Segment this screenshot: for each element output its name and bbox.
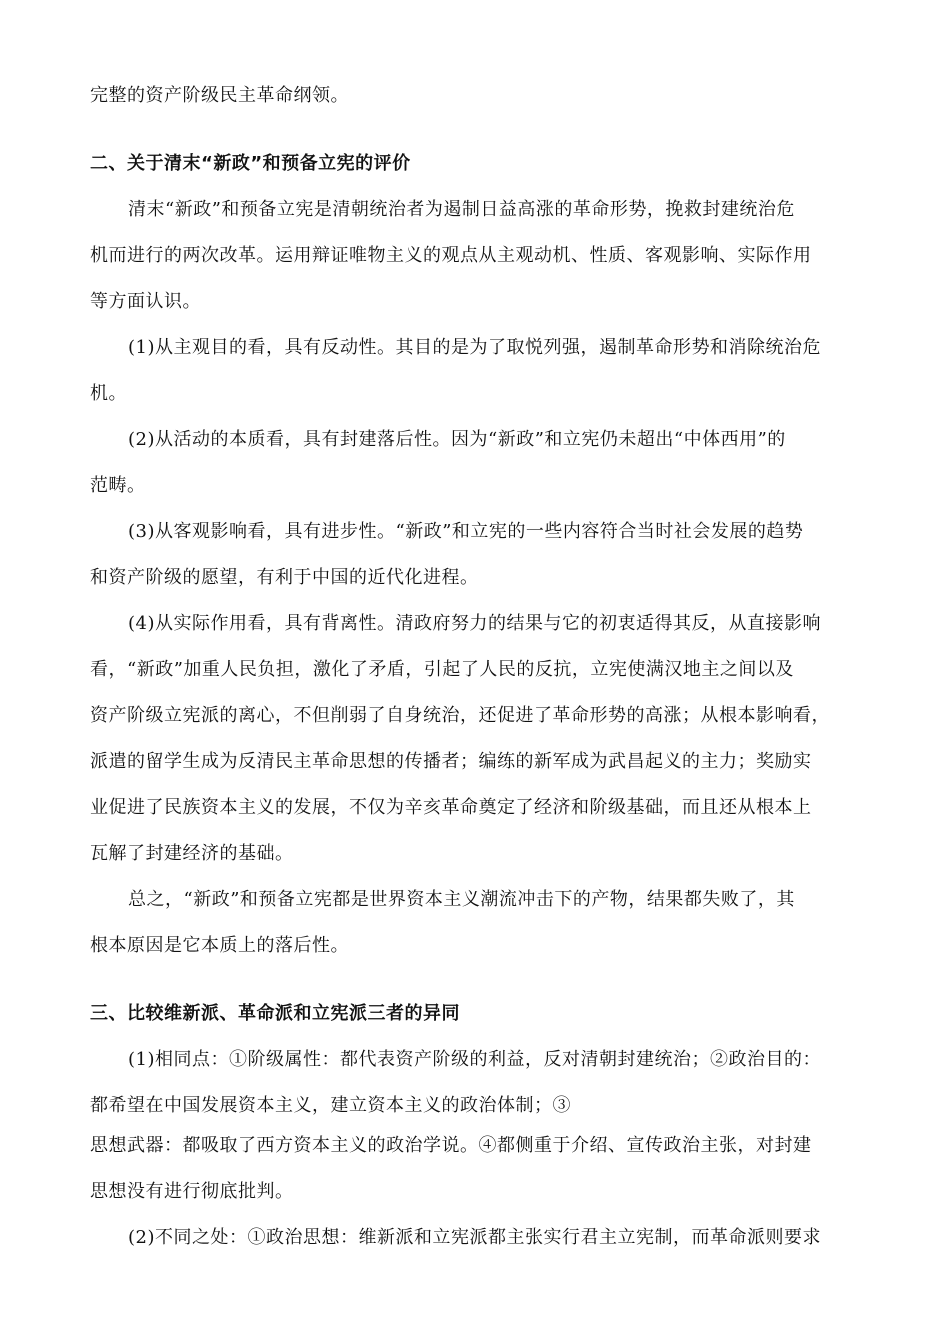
- section-heading-2: 二、关于清末“新政”和预备立宪的评价: [90, 153, 411, 174]
- paragraph-line: 都希望在中国发展资本主义，建立资本主义的政治体制；③: [90, 1095, 571, 1116]
- paragraph-line: 看，“新政”加重人民负担，激化了矛盾，引起了人民的反抗，立宪使满汉地主之间以及: [90, 659, 794, 680]
- paragraph-line: (1)相同点：①阶级属性：都代表资产阶级的利益，反对清朝封建统治；②政治目的：: [128, 1049, 821, 1070]
- paragraph-line: (2)从活动的本质看，具有封建落后性。因为“新政”和立宪仍未超出“中体西用”的: [128, 429, 786, 450]
- paragraph-line: 机而进行的两次改革。运用辩证唯物主义的观点从主观动机、性质、客观影响、实际作用: [90, 245, 812, 266]
- paragraph-line: (1)从主观目的看，具有反动性。其目的是为了取悦列强，遏制革命形势和消除统治危: [128, 337, 821, 358]
- paragraph-line: 思想武器：都吸取了西方资本主义的政治学说。④都侧重于介绍、宣传政治主张，对封建: [90, 1135, 812, 1156]
- paragraph-line: 总之，“新政”和预备立宪都是世界资本主义潮流冲击下的产物，结果都失败了，其: [128, 889, 795, 910]
- section-heading-3: 三、比较维新派、革命派和立宪派三者的异同: [90, 1003, 460, 1024]
- paragraph-line: (3)从客观影响看，具有进步性。“新政”和立宪的一些内容符合当时社会发展的趋势: [128, 521, 804, 542]
- paragraph-line: 和资产阶级的愿望，有利于中国的近代化进程。: [90, 567, 479, 588]
- paragraph-line: 根本原因是它本质上的落后性。: [90, 935, 349, 956]
- paragraph-line: 等方面认识。: [90, 291, 201, 312]
- paragraph-line: 机。: [90, 383, 127, 404]
- paragraph-line: (2)不同之处：①政治思想：维新派和立宪派都主张实行君主立宪制，而革命派则要求: [128, 1227, 821, 1248]
- paragraph-line: 资产阶级立宪派的离心，不但削弱了自身统治，还促进了革命形势的高涨；从根本影响看，: [90, 705, 830, 726]
- paragraph-line: (4)从实际作用看，具有背离性。清政府努力的结果与它的初衷适得其反，从直接影响: [128, 613, 821, 634]
- text-line: 完整的资产阶级民主革命纲领。: [90, 85, 349, 106]
- paragraph-line: 范畴。: [90, 475, 146, 496]
- paragraph-line: 派遣的留学生成为反清民主革命思想的传播者；编练的新军成为武昌起义的主力；奖励实: [90, 751, 812, 772]
- paragraph-line: 业促进了民族资本主义的发展，不仅为辛亥革命奠定了经济和阶级基础，而且还从根本上: [90, 797, 812, 818]
- paragraph-line: 瓦解了封建经济的基础。: [90, 843, 294, 864]
- paragraph-line: 思想没有进行彻底批判。: [90, 1181, 294, 1202]
- paragraph-line: 清末“新政”和预备立宪是清朝统治者为遏制日益高涨的革命形势，挽救封建统治危: [128, 199, 795, 220]
